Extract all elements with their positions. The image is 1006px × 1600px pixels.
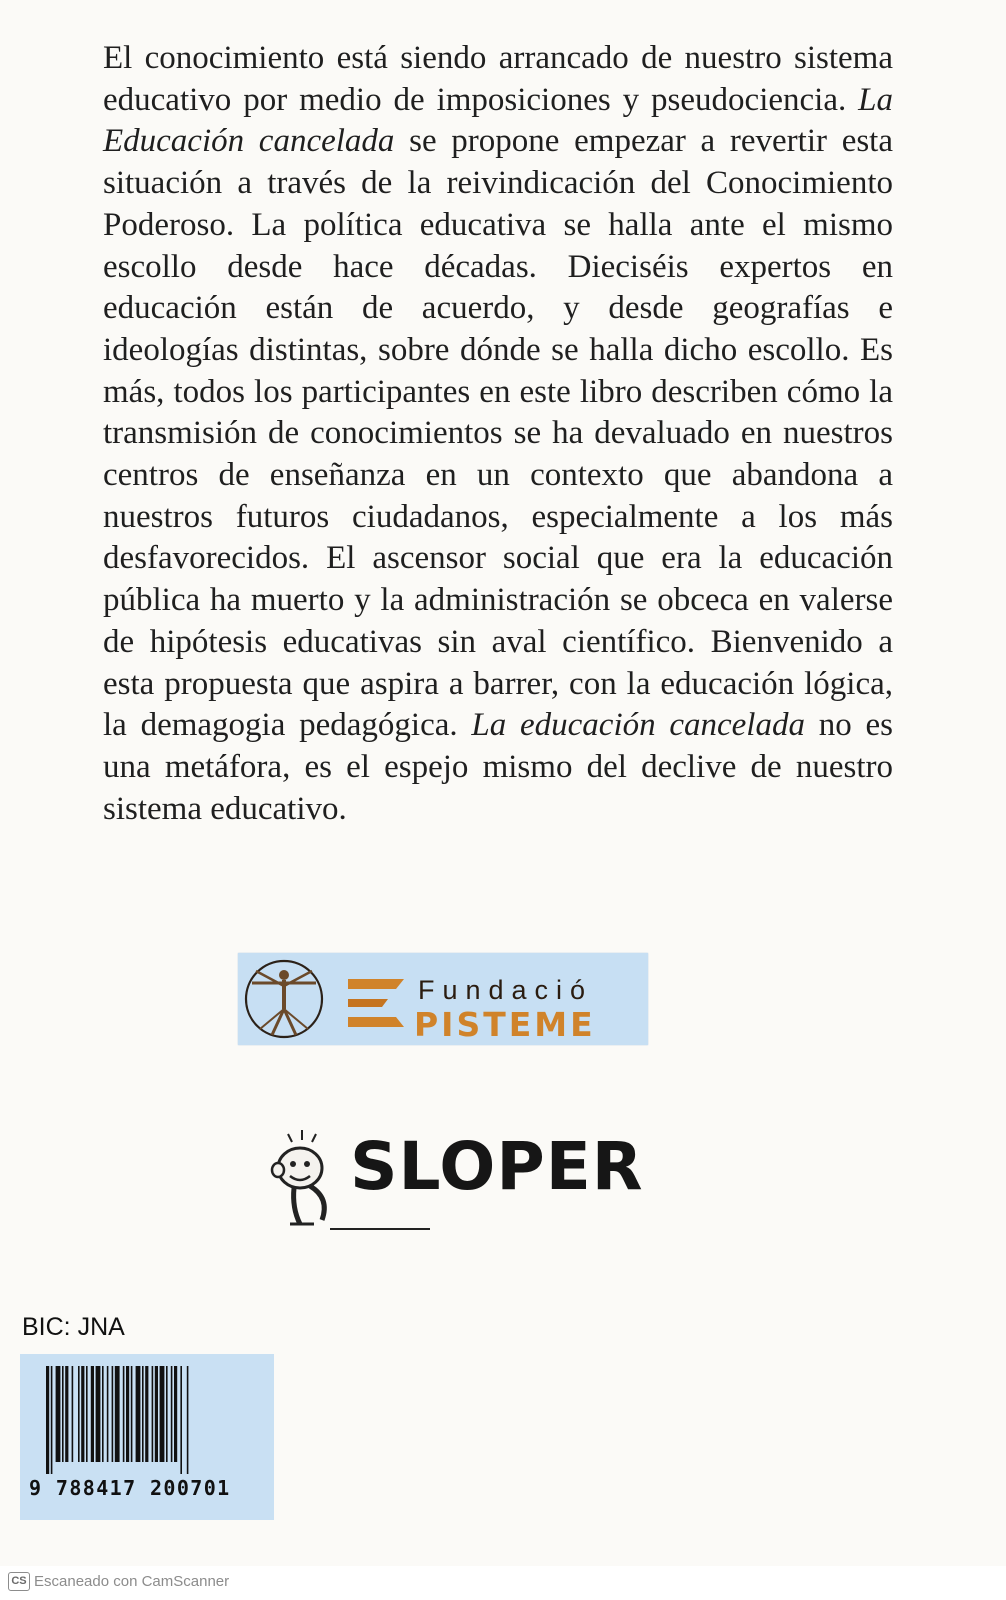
barcode-bar	[107, 1366, 109, 1462]
barcode-bar	[131, 1366, 133, 1462]
blurb-part-2: se propone empezar a revertir esta situación a través de la reivindicación del Conocimiento Poderoso. La política educativa se halla ante el mismo escollo desde hace décadas. Dieciséis expertos en educación están de acuerdo, y desde geografías e ideologías distintas, sobre dónde se halla dicho escollo. Es más, todos los participantes en este libro describen cómo la transmisión de conocimientos se ha devaluado en nuestros centros de enseñanza en un contexto que abandona a nuestros futuros ciudadanos, especialmente a los más desfavorecidos. El ascensor social que era la educación pública ha muerto y la administración se obceca en valerse de hipótesis educativas sin aval científico. Bienvenido a esta propuesta que aspira a barrer, con la educación lógica, la demagogia pedagógica.	[103, 123, 893, 744]
foundation-name-line2: PISTEME	[414, 1005, 596, 1044]
camscanner-logo: CS	[8, 1572, 30, 1591]
barcode-bar	[160, 1366, 165, 1462]
barcode-bar	[86, 1366, 88, 1462]
barcode-bar	[136, 1366, 141, 1462]
vitruvian-man-icon	[238, 953, 330, 1045]
barcode-bar	[112, 1366, 114, 1462]
blurb-text	[103, 38, 893, 830]
barcode-bar	[166, 1366, 168, 1462]
barcode-bar	[123, 1366, 125, 1462]
barcode-bar	[152, 1366, 154, 1462]
publisher-name: SLOPER	[350, 1128, 644, 1205]
barcode-bar	[126, 1366, 129, 1462]
book-title-1: La Educación cancelada	[103, 81, 893, 160]
barcode-bar	[187, 1366, 189, 1474]
blurb-paragraph	[103, 38, 893, 830]
barcode-bar	[145, 1366, 148, 1462]
barcode-digits: 9 788417 200701	[29, 1476, 231, 1500]
barcode-bar	[56, 1366, 61, 1462]
barcode-bar	[102, 1366, 104, 1462]
barcode-bar	[78, 1366, 80, 1462]
barcode-bar	[91, 1366, 94, 1462]
barcode-bar	[72, 1366, 74, 1462]
publisher-underline	[330, 1228, 430, 1230]
blurb-part-1: El conocimiento está siendo arrancado de nuestro sistema educativo por medio de imposiciones y pseudociencia.	[103, 40, 893, 118]
barcode-bar	[174, 1366, 177, 1462]
barcode-bar	[96, 1366, 101, 1462]
barcode-bar	[171, 1366, 173, 1462]
monkey-icon	[270, 1128, 360, 1234]
barcode-bar	[142, 1366, 144, 1462]
foundation-name-line1: Fundació	[418, 975, 594, 1005]
bic-code: BIC: JNA	[22, 1313, 125, 1341]
book-title-2: La educación cancelada	[471, 707, 805, 744]
barcode-bar	[46, 1366, 49, 1474]
barcode-bar	[180, 1366, 182, 1474]
scanner-footer	[0, 1566, 1006, 1600]
barcode-bar	[81, 1366, 84, 1462]
barcode-bar	[155, 1366, 158, 1462]
barcode-bar	[51, 1366, 53, 1474]
scanner-label: Escaneado con CamScanner	[34, 1573, 230, 1590]
e-logo-icon	[348, 975, 408, 1031]
barcode-bar	[115, 1366, 120, 1462]
barcode-bar	[65, 1366, 68, 1462]
blurb-part-3: no es una metáfora, es el espejo mismo del declive de nuestro sistema educativo.	[103, 707, 893, 827]
barcode-bars	[40, 1366, 258, 1478]
barcode-bar	[62, 1366, 64, 1462]
